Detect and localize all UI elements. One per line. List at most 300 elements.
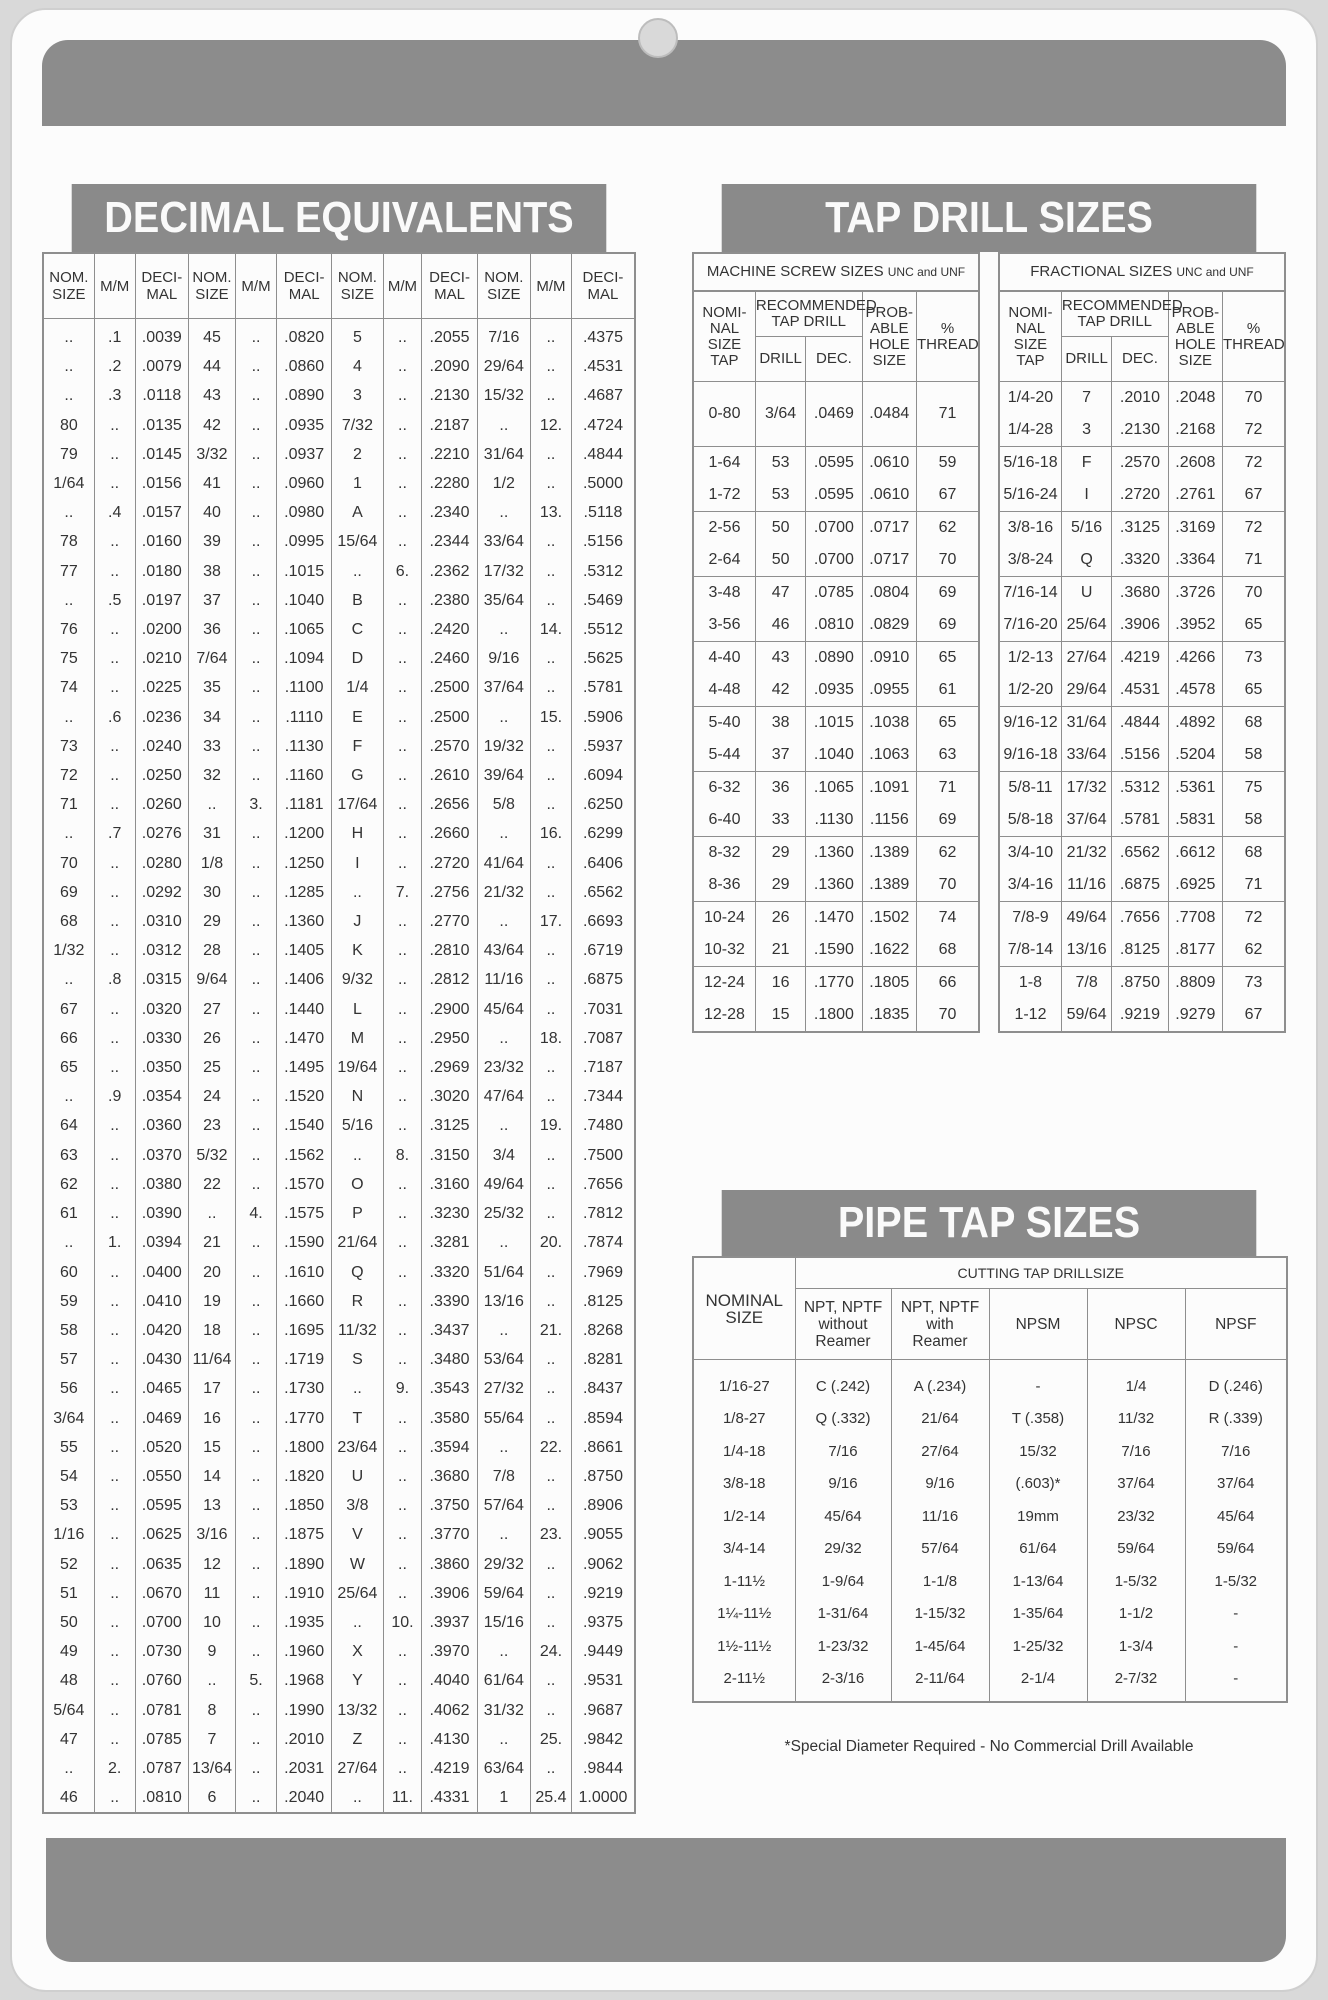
table-cell: .. xyxy=(236,1579,277,1608)
table-cell: 2-56 xyxy=(693,512,755,545)
table-cell: .. xyxy=(530,732,571,761)
table-cell: .4219 xyxy=(422,1754,477,1783)
table-row xyxy=(43,469,635,498)
table-cell: .. xyxy=(236,586,277,615)
table-cell: 66 xyxy=(916,967,979,1000)
table-cell: 12-24 xyxy=(693,967,755,1000)
table-cell: 1/4-28 xyxy=(999,414,1061,447)
table-cell: .5312 xyxy=(1112,772,1168,805)
decimal-col-header: NOM. SIZE xyxy=(188,253,235,319)
table-cell: .. xyxy=(236,1258,277,1287)
table-cell: .. xyxy=(43,381,94,410)
table-cell: .6875 xyxy=(571,965,635,994)
table-cell: 59/64 xyxy=(1185,1533,1287,1566)
table-row xyxy=(693,934,979,967)
table-cell: 18 xyxy=(188,1316,235,1345)
table-cell: 70 xyxy=(1223,382,1286,415)
table-cell: K xyxy=(332,936,383,965)
table-cell: .. xyxy=(236,1550,277,1579)
table-cell: .. xyxy=(236,527,277,556)
table-cell: .3020 xyxy=(422,1082,477,1111)
col-drill: DRILL xyxy=(755,337,805,382)
table-cell: .0700 xyxy=(806,544,862,577)
table-cell: Q xyxy=(332,1258,383,1287)
table-cell: 77 xyxy=(43,557,94,586)
special-diameter-note: *Special Diameter Required - No Commercial Drill Available xyxy=(784,1738,1194,1755)
table-cell: .. xyxy=(477,1228,530,1257)
table-cell: 1 xyxy=(332,469,383,498)
table-cell: .9055 xyxy=(571,1520,635,1549)
table-cell: A xyxy=(332,498,383,527)
table-cell: .. xyxy=(530,1666,571,1695)
table-cell: .0785 xyxy=(135,1725,188,1754)
table-row xyxy=(43,1666,635,1695)
table-cell: .5512 xyxy=(571,615,635,644)
table-cell: .. xyxy=(236,469,277,498)
table-row xyxy=(43,1199,635,1228)
table-cell: .2055 xyxy=(422,319,477,353)
table-cell: 65 xyxy=(1223,609,1286,642)
decimal-equivalents-section xyxy=(42,184,636,1814)
table-row xyxy=(43,761,635,790)
table-cell: .. xyxy=(236,1608,277,1637)
table-cell: 3/4 xyxy=(477,1141,530,1170)
table-cell: - xyxy=(1185,1630,1287,1663)
table-cell: 2 xyxy=(332,440,383,469)
table-cell: .. xyxy=(530,1579,571,1608)
table-cell: .. xyxy=(236,1725,277,1754)
table-cell: 21. xyxy=(530,1316,571,1345)
table-cell: 21/64 xyxy=(332,1228,383,1257)
table-cell: 19. xyxy=(530,1111,571,1140)
table-cell: .. xyxy=(383,1462,422,1491)
table-cell: 65 xyxy=(916,642,979,675)
table-cell: .4375 xyxy=(571,319,635,353)
table-cell: .1130 xyxy=(806,804,862,837)
table-cell: .. xyxy=(94,1199,135,1228)
table-cell: .3125 xyxy=(1112,512,1168,545)
tap-drill-sizes-section xyxy=(692,184,1286,1033)
table-cell: .0210 xyxy=(135,644,188,673)
table-cell: .. xyxy=(236,965,277,994)
table-cell: I xyxy=(332,849,383,878)
table-cell: .3726 xyxy=(1168,577,1222,610)
table-cell: .. xyxy=(236,1462,277,1491)
table-cell: .0595 xyxy=(135,1491,188,1520)
table-cell: 6. xyxy=(383,557,422,586)
table-cell: 31/64 xyxy=(477,440,530,469)
table-cell: .. xyxy=(383,1024,422,1053)
col-decimal: DEC. xyxy=(806,337,862,382)
table-cell: 3/64 xyxy=(755,382,805,447)
table-cell: .2168 xyxy=(1168,414,1222,447)
table-cell: .. xyxy=(43,1228,94,1257)
table-cell: 70 xyxy=(916,999,979,1032)
table-row xyxy=(693,1533,1287,1566)
table-cell: 1/8 xyxy=(188,849,235,878)
table-cell: .0595 xyxy=(806,447,862,480)
table-cell: 11/16 xyxy=(891,1500,989,1533)
table-cell: .. xyxy=(94,1111,135,1140)
table-row xyxy=(999,837,1285,870)
table-cell: 73 xyxy=(1223,642,1286,675)
table-cell: 3/8-24 xyxy=(999,544,1061,577)
table-cell: .. xyxy=(530,995,571,1024)
table-cell: V xyxy=(332,1520,383,1549)
table-cell: 6-32 xyxy=(693,772,755,805)
table-cell: .5312 xyxy=(571,557,635,586)
table-cell: .3281 xyxy=(422,1228,477,1257)
table-cell: 4 xyxy=(332,352,383,381)
table-cell: .0787 xyxy=(135,1754,188,1783)
table-cell: .. xyxy=(530,673,571,702)
table-row xyxy=(693,674,979,707)
table-cell: 29 xyxy=(755,837,805,870)
table-cell: 15/64 xyxy=(332,527,383,556)
table-cell: 80 xyxy=(43,411,94,440)
table-cell: .4531 xyxy=(571,352,635,381)
table-cell: .1502 xyxy=(862,902,916,935)
table-cell: .5781 xyxy=(1112,804,1168,837)
decimal-col-header: NOM. SIZE xyxy=(43,253,94,319)
table-cell: .. xyxy=(383,790,422,819)
table-cell: .. xyxy=(530,1287,571,1316)
table-cell: T (.358) xyxy=(989,1403,1087,1436)
table-cell: .7874 xyxy=(571,1228,635,1257)
table-cell: .. xyxy=(477,1111,530,1140)
table-cell: 2-11½ xyxy=(693,1663,795,1703)
table-cell: 1/2-14 xyxy=(693,1500,795,1533)
table-cell: .4844 xyxy=(571,440,635,469)
table-cell: .1040 xyxy=(277,586,332,615)
table-cell: 12-28 xyxy=(693,999,755,1032)
table-cell: .1470 xyxy=(277,1024,332,1053)
table-cell: .0484 xyxy=(862,382,916,447)
table-cell: 1-72 xyxy=(693,479,755,512)
table-cell: 55/64 xyxy=(477,1404,530,1433)
table-cell: 71 xyxy=(916,382,979,447)
table-cell: .. xyxy=(530,1258,571,1287)
table-cell: .. xyxy=(332,557,383,586)
table-row xyxy=(693,1468,1287,1501)
table-cell: .0717 xyxy=(862,512,916,545)
table-cell: .0430 xyxy=(135,1345,188,1374)
table-cell: 13. xyxy=(530,498,571,527)
table-cell: 53 xyxy=(755,447,805,480)
table-cell: .0180 xyxy=(135,557,188,586)
pipe-col-header: NPSF xyxy=(1185,1289,1287,1360)
table-cell: 53 xyxy=(755,479,805,512)
table-cell: .4687 xyxy=(571,381,635,410)
table-cell: .3750 xyxy=(422,1491,477,1520)
table-cell: .1250 xyxy=(277,849,332,878)
table-cell: .1360 xyxy=(277,907,332,936)
table-cell: 3/8-18 xyxy=(693,1468,795,1501)
table-cell: .. xyxy=(94,761,135,790)
table-cell: 11/32 xyxy=(332,1316,383,1345)
table-cell: .4892 xyxy=(1168,707,1222,740)
table-row xyxy=(43,644,635,673)
table-row xyxy=(999,804,1285,837)
table-cell: .. xyxy=(383,615,422,644)
table-cell: 45/64 xyxy=(795,1500,891,1533)
table-cell: B xyxy=(332,586,383,615)
table-cell: H xyxy=(332,819,383,848)
table-cell: 36 xyxy=(188,615,235,644)
table-cell: 15 xyxy=(755,999,805,1032)
table-cell: .2031 xyxy=(277,1754,332,1783)
table-cell: 1-9/64 xyxy=(795,1565,891,1598)
table-row xyxy=(693,447,979,480)
table-cell: .. xyxy=(94,1433,135,1462)
table-cell: .4331 xyxy=(422,1783,477,1813)
table-row xyxy=(693,577,979,610)
table-cell: .1622 xyxy=(862,934,916,967)
bottom-band xyxy=(46,1838,1286,1962)
table-cell: .6562 xyxy=(571,878,635,907)
table-cell: 3/64 xyxy=(43,1404,94,1433)
table-cell: .. xyxy=(530,790,571,819)
table-cell: .. xyxy=(236,1491,277,1520)
table-cell: .7 xyxy=(94,819,135,848)
table-cell: .0145 xyxy=(135,440,188,469)
table-row xyxy=(43,1111,635,1140)
table-cell: .. xyxy=(94,1520,135,1549)
table-cell: 58 xyxy=(1223,739,1286,772)
table-row xyxy=(43,1287,635,1316)
table-cell: .5937 xyxy=(571,732,635,761)
table-row xyxy=(693,1500,1287,1533)
table-cell: .1835 xyxy=(862,999,916,1032)
table-cell: 46 xyxy=(755,609,805,642)
table-row xyxy=(999,479,1285,512)
table-cell: .1520 xyxy=(277,1082,332,1111)
table-cell: .1800 xyxy=(806,999,862,1032)
table-cell: .0394 xyxy=(135,1228,188,1257)
table-cell: 49/64 xyxy=(477,1170,530,1199)
table-cell: 31 xyxy=(188,819,235,848)
table-cell: Z xyxy=(332,1725,383,1754)
table-cell: 71 xyxy=(43,790,94,819)
table-cell: .1660 xyxy=(277,1287,332,1316)
table-row xyxy=(43,1725,635,1754)
table-cell: .1405 xyxy=(277,936,332,965)
table-cell: .. xyxy=(383,498,422,527)
table-cell: 1½-11½ xyxy=(693,1630,795,1663)
table-cell: 1-5/32 xyxy=(1185,1565,1287,1598)
table-cell: 1-11½ xyxy=(693,1565,795,1598)
table-cell: 58 xyxy=(43,1316,94,1345)
table-row xyxy=(43,1404,635,1433)
table-cell: .1495 xyxy=(277,1053,332,1082)
table-cell: 3-48 xyxy=(693,577,755,610)
table-cell: 15/32 xyxy=(477,381,530,410)
table-cell: .8750 xyxy=(1112,967,1168,1000)
table-cell: .0610 xyxy=(862,479,916,512)
table-cell: 66 xyxy=(43,1024,94,1053)
table-cell: 3/4-16 xyxy=(999,869,1061,902)
table-cell: .. xyxy=(530,644,571,673)
table-cell: .0935 xyxy=(277,411,332,440)
table-row xyxy=(43,907,635,936)
table-cell: 1-23/32 xyxy=(795,1630,891,1663)
table-cell: .7656 xyxy=(1112,902,1168,935)
table-cell: .8281 xyxy=(571,1345,635,1374)
table-cell: .. xyxy=(236,381,277,410)
table-cell: .6 xyxy=(94,703,135,732)
table-cell: .. xyxy=(94,469,135,498)
table-row xyxy=(693,1598,1287,1631)
table-cell: 7/8 xyxy=(477,1462,530,1491)
table-cell: .2660 xyxy=(422,819,477,848)
table-row xyxy=(999,674,1285,707)
table-cell: .1440 xyxy=(277,995,332,1024)
table-cell: F xyxy=(1061,447,1111,480)
table-cell: 17/32 xyxy=(477,557,530,586)
table-cell: .0157 xyxy=(135,498,188,527)
table-cell: 19/64 xyxy=(332,1053,383,1082)
table-cell: .0380 xyxy=(135,1170,188,1199)
table-cell: .3860 xyxy=(422,1550,477,1579)
table-cell: .2810 xyxy=(422,936,477,965)
table-cell: 25/64 xyxy=(1061,609,1111,642)
table-cell: 32 xyxy=(188,761,235,790)
table-cell: 11/16 xyxy=(477,965,530,994)
table-cell: U xyxy=(332,1462,383,1491)
table-cell: (.603)* xyxy=(989,1468,1087,1501)
table-cell: .0781 xyxy=(135,1696,188,1725)
table-cell: 43/64 xyxy=(477,936,530,965)
table-cell: .2210 xyxy=(422,440,477,469)
table-cell: .. xyxy=(236,615,277,644)
table-cell: .. xyxy=(236,319,277,353)
table-cell: 48 xyxy=(43,1666,94,1695)
table-cell: 1/16-27 xyxy=(693,1360,795,1403)
table-cell: 11. xyxy=(383,1783,422,1813)
table-cell: 11 xyxy=(188,1579,235,1608)
table-cell: 3. xyxy=(236,790,277,819)
table-cell: .3 xyxy=(94,381,135,410)
table-cell: 44 xyxy=(188,352,235,381)
table-cell: 21/32 xyxy=(1061,837,1111,870)
table-cell: .6094 xyxy=(571,761,635,790)
table-cell: 33 xyxy=(755,804,805,837)
table-cell: .. xyxy=(530,849,571,878)
table-cell: .. xyxy=(530,936,571,965)
table-cell: .1094 xyxy=(277,644,332,673)
table-cell: .3320 xyxy=(422,1258,477,1287)
table-cell: .1091 xyxy=(862,772,916,805)
table-cell: .. xyxy=(236,819,277,848)
table-cell: 33/64 xyxy=(477,527,530,556)
table-cell: 67 xyxy=(1223,999,1286,1032)
table-cell: 9/16-12 xyxy=(999,707,1061,740)
table-cell: 5/16 xyxy=(1061,512,1111,545)
table-cell: .0810 xyxy=(806,609,862,642)
table-cell: .. xyxy=(383,1520,422,1549)
table-cell: .4219 xyxy=(1112,642,1168,675)
table-row xyxy=(43,1579,635,1608)
table-cell: 15/32 xyxy=(989,1435,1087,1468)
table-cell: .2812 xyxy=(422,965,477,994)
decimal-col-header: M/M xyxy=(94,253,135,319)
table-row xyxy=(999,902,1285,935)
table-cell: .0292 xyxy=(135,878,188,907)
table-cell: 21/32 xyxy=(477,878,530,907)
table-cell: .0200 xyxy=(135,615,188,644)
table-cell: .2608 xyxy=(1168,447,1222,480)
table-cell: 37/64 xyxy=(1185,1468,1287,1501)
cutting-tap-drillsize-header: CUTTING TAP DRILLSIZE xyxy=(795,1257,1287,1289)
table-cell: 59 xyxy=(43,1287,94,1316)
table-cell: .5156 xyxy=(571,527,635,556)
table-cell: 62 xyxy=(916,512,979,545)
table-cell: .1890 xyxy=(277,1550,332,1579)
table-cell: .. xyxy=(94,1637,135,1666)
table-cell: .. xyxy=(383,352,422,381)
table-cell: .3970 xyxy=(422,1637,477,1666)
table-cell: J xyxy=(332,907,383,936)
table-cell: 23/32 xyxy=(477,1053,530,1082)
table-cell: - xyxy=(1185,1598,1287,1631)
table-cell: .0312 xyxy=(135,936,188,965)
table-cell: 5-40 xyxy=(693,707,755,740)
table-cell: 7/8-9 xyxy=(999,902,1061,935)
table-row xyxy=(693,512,979,545)
table-cell: .5361 xyxy=(1168,772,1222,805)
table-cell: 72 xyxy=(43,761,94,790)
table-cell: .. xyxy=(383,469,422,498)
table-cell: .1590 xyxy=(277,1228,332,1257)
table-cell: .. xyxy=(383,732,422,761)
table-cell: 16 xyxy=(188,1404,235,1433)
table-cell: 2-3/16 xyxy=(795,1663,891,1703)
table-cell: 1-15/32 xyxy=(891,1598,989,1631)
table-cell: .. xyxy=(383,1258,422,1287)
table-cell: .3952 xyxy=(1168,609,1222,642)
table-cell: 1/4 xyxy=(1087,1360,1185,1403)
table-cell: .8437 xyxy=(571,1374,635,1403)
table-cell: .. xyxy=(477,411,530,440)
table-cell: .. xyxy=(477,1520,530,1549)
table-cell: .1160 xyxy=(277,761,332,790)
table-cell: .4 xyxy=(94,498,135,527)
table-cell: 7/32 xyxy=(332,411,383,440)
table-cell: 1/8-27 xyxy=(693,1403,795,1436)
table-row xyxy=(43,673,635,702)
table-cell: .. xyxy=(94,557,135,586)
table-row xyxy=(43,849,635,878)
table-cell: 25 xyxy=(188,1053,235,1082)
decimal-col-header: M/M xyxy=(530,253,571,319)
table-cell: .2130 xyxy=(422,381,477,410)
table-cell: .. xyxy=(94,1491,135,1520)
table-cell: 47 xyxy=(755,577,805,610)
table-cell: .. xyxy=(94,1783,135,1813)
table-cell: .2720 xyxy=(1112,479,1168,512)
table-cell: .1065 xyxy=(806,772,862,805)
table-cell: .4130 xyxy=(422,1725,477,1754)
table-cell: .. xyxy=(477,498,530,527)
table-cell: 39 xyxy=(188,527,235,556)
table-cell: .0804 xyxy=(862,577,916,610)
table-cell: 72 xyxy=(1223,902,1286,935)
table-cell: 6 xyxy=(188,1783,235,1813)
table-cell: 31/32 xyxy=(477,1696,530,1725)
table-cell: .1820 xyxy=(277,1462,332,1491)
table-cell: .. xyxy=(236,703,277,732)
table-cell: .3594 xyxy=(422,1433,477,1462)
